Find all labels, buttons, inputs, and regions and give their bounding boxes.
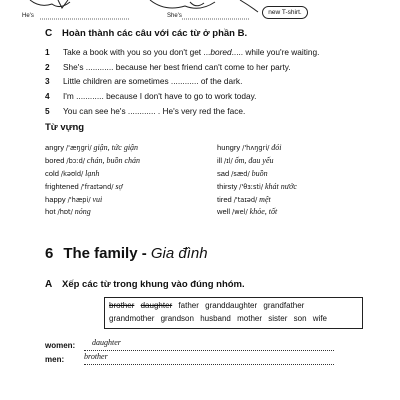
cropped-illustrations-icon <box>0 0 400 24</box>
vocab-entry <box>45 155 140 168</box>
vocab-entry <box>45 194 140 207</box>
vocab-entry <box>45 168 140 181</box>
section-a-letter: A <box>45 279 53 290</box>
exercise-number: 2 <box>45 61 50 72</box>
vocab-meaning: chán, buồn chán <box>86 155 141 165</box>
vocab-word: hungry <box>217 143 241 152</box>
section-c-exercises <box>45 45 385 118</box>
vocab-entry <box>217 194 297 207</box>
exercise-text: She's ............ because her best friend can't come to her party. <box>63 61 291 72</box>
illustration-label-right: She's <box>167 13 182 19</box>
vocab-entry <box>45 181 140 194</box>
word-box-line-1 <box>109 301 307 310</box>
word-box-word: son <box>293 314 307 323</box>
exercise-item <box>45 60 385 75</box>
vocab-entry <box>217 142 297 155</box>
section-c-title: Hoàn thành các câu với các từ ở phần B. <box>62 28 248 39</box>
illustration-label-left: He's <box>22 13 34 19</box>
vocab-ipa: /'æŋgri/ <box>65 144 92 152</box>
exercise-item <box>45 89 385 104</box>
vocab-word: frightened <box>45 181 79 191</box>
women-answer: daughter <box>92 338 121 347</box>
exercise-item <box>45 74 385 89</box>
vocab-meaning: sợ <box>115 181 123 191</box>
word-box-word: grandfather <box>263 301 305 310</box>
word-box-word: sister <box>268 314 288 323</box>
vocab-ipa: /'fraɪtənd/ <box>80 182 114 191</box>
word-box-word: granddaughter <box>205 301 258 310</box>
vocab-entry <box>217 181 297 194</box>
vocab-entry <box>45 206 140 219</box>
vocab-meaning: vui <box>92 194 103 204</box>
exercise-text-after: ..... while you're waiting. <box>231 47 320 58</box>
vocab-word: angry <box>45 143 64 152</box>
vocab-word: cold <box>45 168 59 178</box>
vocab-ipa: /kəʊld/ <box>60 169 84 178</box>
exercise-number: 3 <box>45 76 50 87</box>
vocab-meaning: khát nước <box>264 181 297 191</box>
chapter-heading <box>45 245 208 262</box>
exercise-text: You can see he's ............ . He's very red the face. <box>63 105 246 116</box>
exercise-answer: bored <box>210 47 232 58</box>
word-box-word: wife <box>312 314 327 323</box>
word-box-word: brother <box>109 301 135 310</box>
exercise-number: 5 <box>45 105 50 116</box>
exercise-text: Little children are sometimes ............ of the dark. <box>63 76 243 87</box>
vocab-word: ill <box>217 155 223 165</box>
vocab-word: sad <box>217 168 230 178</box>
men-answer: brother <box>84 352 108 361</box>
vocab-ipa: /'hʌŋgri/ <box>242 144 270 152</box>
vocab-ipa: /wel/ <box>232 208 248 217</box>
vocab-meaning: giận, tức giận <box>93 143 139 152</box>
vocab-entry <box>217 206 297 219</box>
chapter-title-vietnamese: Gia đình <box>150 245 208 262</box>
vocab-word: bored <box>45 155 65 165</box>
exercise-text-before: Take a book with you so you don't get ... <box>63 47 211 58</box>
vocab-ipa: /hɒt/ <box>57 208 73 217</box>
vocab-ipa: /sæd/ <box>231 169 250 178</box>
vocab-meaning: buồn <box>251 168 268 178</box>
vocab-word: happy <box>45 194 66 204</box>
men-answer-line <box>84 356 334 365</box>
vocab-meaning: khỏe, tốt <box>249 207 278 217</box>
exercise-item <box>45 103 385 118</box>
vocab-word: hot <box>45 207 56 217</box>
women-answer-line <box>84 342 334 351</box>
chapter-title-english: The family - <box>63 245 151 262</box>
word-box-word: grandson <box>160 314 194 323</box>
exercise-number: 1 <box>45 47 50 58</box>
word-box-word: husband <box>200 314 231 323</box>
vocab-entry <box>217 168 297 181</box>
women-label: women: <box>45 341 76 350</box>
section-c-letter: C <box>45 28 53 39</box>
vocabulary-column-right <box>217 142 297 219</box>
vocab-ipa: /'hæpi/ <box>67 195 91 204</box>
word-box-word: father <box>178 301 199 310</box>
exercise-text: I'm ............ because I don't have to go to work today. <box>63 91 257 102</box>
vocab-entry <box>217 155 297 168</box>
vocab-meaning: đói <box>271 143 282 152</box>
word-box <box>104 297 363 329</box>
word-box-line-2 <box>109 314 330 323</box>
vocab-meaning: mệt <box>259 194 271 204</box>
chapter-number: 6 <box>45 245 54 262</box>
vocab-ipa: /ɪl/ <box>223 156 233 165</box>
vocab-word: thirsty <box>217 181 238 191</box>
vocab-meaning: lạnh <box>85 168 100 178</box>
vocabulary-title: Từ vựng <box>45 122 85 133</box>
men-label: men: <box>45 355 65 364</box>
word-box-word: mother <box>237 314 263 323</box>
section-a-title: Xếp các từ trong khung vào đúng nhóm. <box>62 279 245 290</box>
vocab-entry <box>45 142 140 155</box>
word-box-word: daughter <box>140 301 173 310</box>
vocabulary-column-left <box>45 142 140 219</box>
speech-bubble: new T-shirt. <box>262 6 308 19</box>
word-box-word: grandmother <box>109 314 155 323</box>
vocab-ipa: /'θɜːsti/ <box>239 182 264 191</box>
vocab-word: well <box>217 207 231 217</box>
vocab-ipa: /bɔːd/ <box>66 156 86 165</box>
exercise-item <box>45 45 385 60</box>
illustration-strip <box>0 0 400 24</box>
vocab-meaning: nóng <box>74 207 91 217</box>
exercise-number: 4 <box>45 91 50 102</box>
vocab-word: tired <box>217 194 232 204</box>
vocab-ipa: /'taɪəd/ <box>233 195 258 204</box>
vocab-meaning: ốm, đau yếu <box>234 155 274 165</box>
